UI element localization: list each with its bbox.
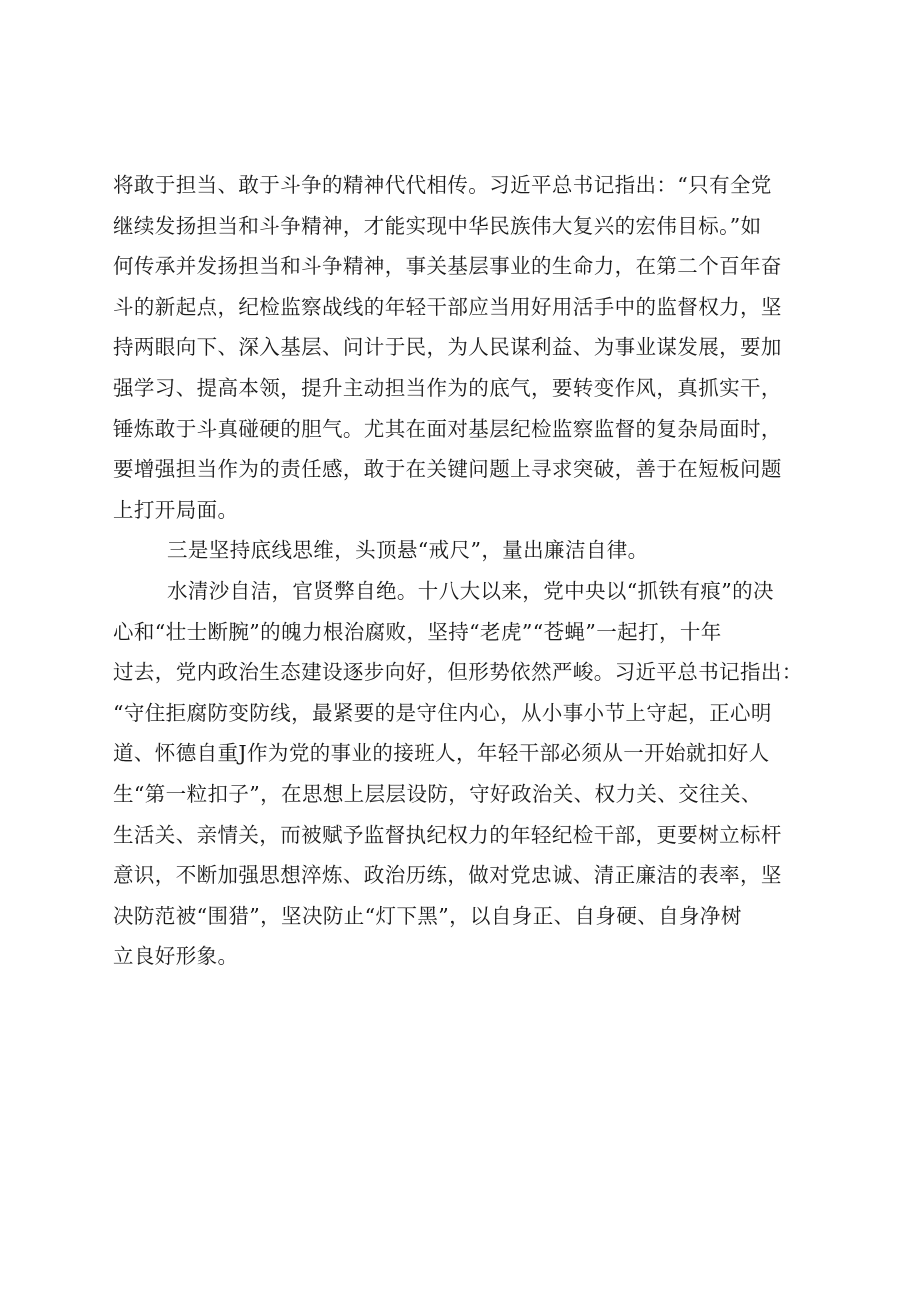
text-line: 意识，不断加强思想淬炼、政治历练，做对党忠诚、清正廉洁的表率，坚 xyxy=(113,863,782,888)
text-line: 生“第一粒扣子”，在思想上层层设防，守好政治关、权力关、交往关、 xyxy=(113,781,762,806)
text-line: 三是坚持底线思维，头顶悬“戒尺”，量出廉洁自律。 xyxy=(167,538,649,563)
text-line: 立良好形象。 xyxy=(113,944,239,969)
paragraph-clean-governance xyxy=(113,571,823,977)
text-line: 将敢于担当、敢于斗争的精神代代相传。习近平总书记指出：“只有全党 xyxy=(113,173,772,197)
text-line: 上打开局面。 xyxy=(113,497,239,522)
text-line: 生活关、亲情关，而被赋予监督执纪权力的年轻纪检干部，更要树立标杆 xyxy=(113,822,782,847)
text-line: 何传承并发扬担当和斗争精神，事关基层事业的生命力，在第二个百年奋 xyxy=(113,254,782,279)
text-line: 水清沙自洁，官贤弊自绝。十八大以来，党中央以“抓铁有痕”的决 xyxy=(167,578,774,603)
text-line: “守住拒腐防变防线，最紧要的是守住内心，从小事小节上守起，正心明 xyxy=(113,700,772,725)
text-line: 要增强担当作为的责任感，敢于在关键问题上寻求突破，善于在短板问题 xyxy=(113,457,782,482)
text-line: 斗的新起点，纪检监察战线的年轻干部应当用好用活手中的监督权力，坚 xyxy=(113,294,782,319)
text-line: 持两眼向下、深入基层、问计于民，为人民谋利益、为事业谋发展，要加 xyxy=(113,335,782,360)
text-line: 决防范被“围猎”，坚决防止“灯下黑”，以自身正、自身硬、自身净树 xyxy=(113,903,742,928)
text-line: 道、怀德自重J作为党的事业的接班人，年轻干部必须从一开始就扣好人 xyxy=(113,741,770,766)
text-line: 过去，党内政治生态建设逐步向好，但形势依然严峻。习近平总书记指出： xyxy=(113,660,803,685)
paragraph-dare-to-take-responsibility xyxy=(113,165,823,530)
text-line: 强学习、提高本领，提升主动担当作为的底气，要转变作风，真抓实干， xyxy=(113,375,782,400)
text-line: 心和“壮士断腕”的魄力根治腐败，坚持“老虎”“苍蝇”一起打，十年 xyxy=(113,619,722,644)
section-heading-bottom-line xyxy=(113,530,823,571)
text-line: 锤炼敢于斗真碰硬的胆气。尤其在面对基层纪检监察监督的复杂局面时， xyxy=(113,416,782,441)
document-body xyxy=(113,165,823,977)
text-line: 继续发扬担当和斗争精神，才能实现中华民族伟大复兴的宏伟目标。”如 xyxy=(113,213,762,238)
